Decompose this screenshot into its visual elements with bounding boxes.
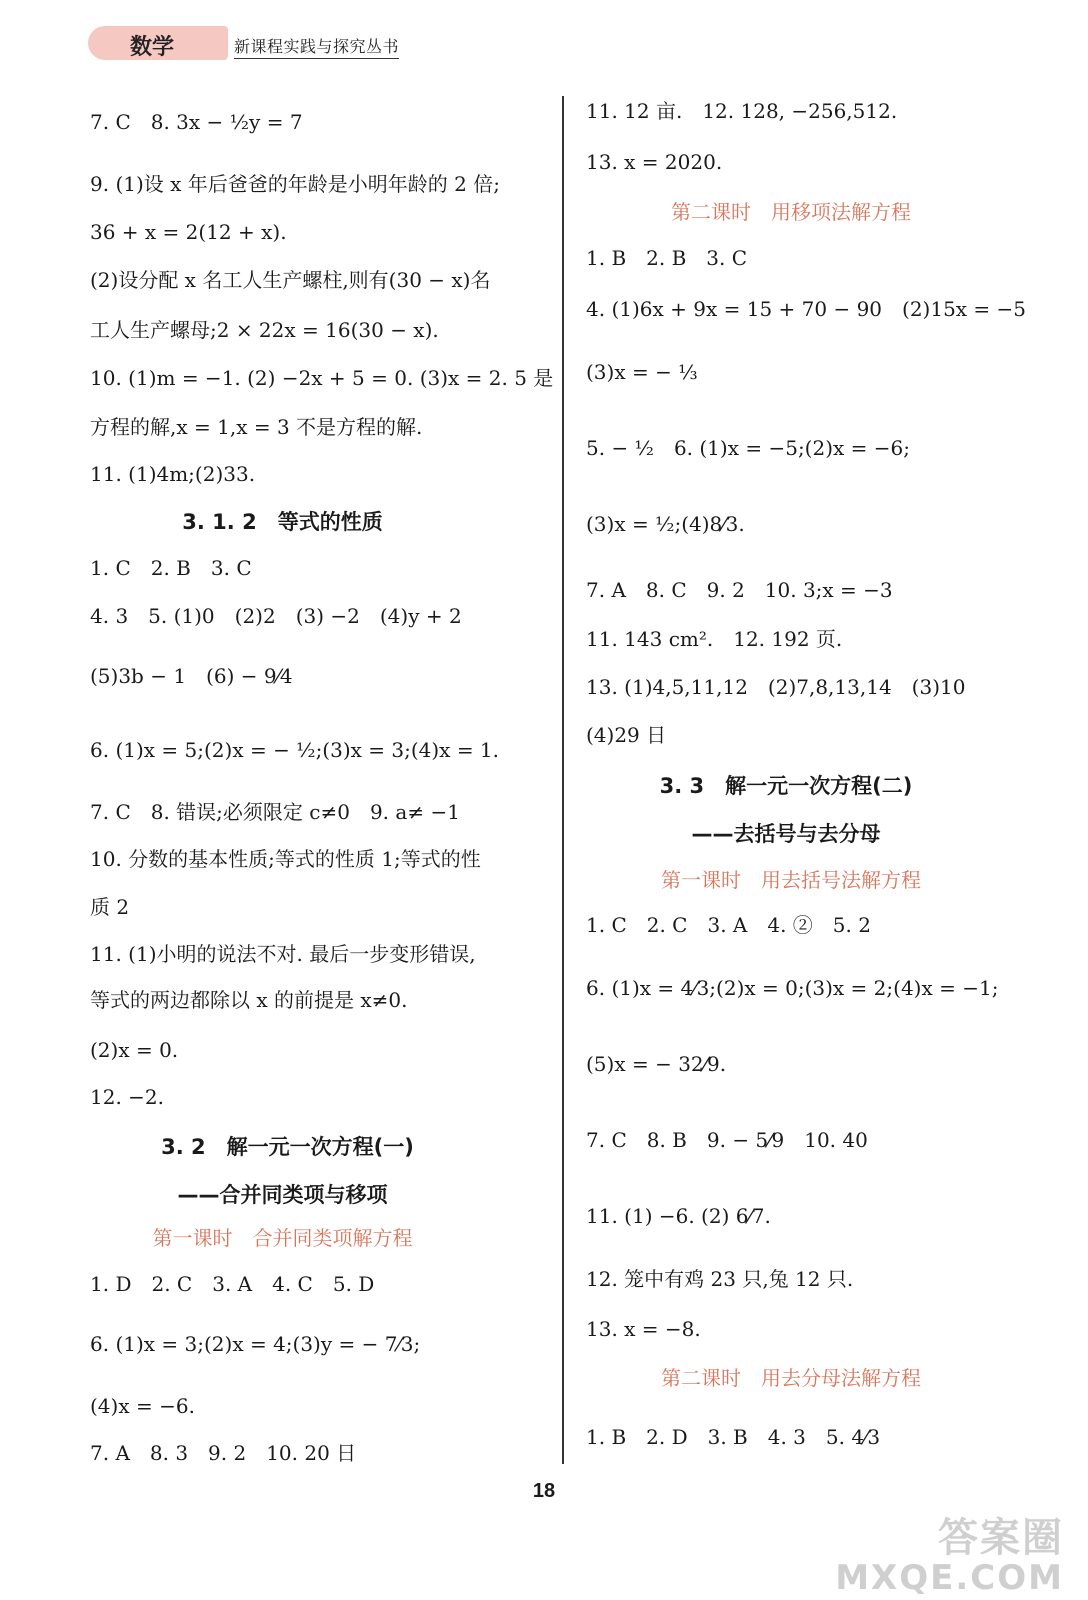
answer-line: 11. 143 cm². 12. 192 页.	[586, 627, 843, 651]
watermark-logo: 答案圈	[938, 1515, 1064, 1561]
answer-line: 方程的解,x = 1,x = 3 不是方程的解.	[90, 415, 423, 439]
answer-line: 6. (1)x = 4⁄3;(2)x = 0;(3)x = 2;(4)x = −1;	[586, 976, 999, 1000]
answer-line: 13. (1)4,5,11,12 (2)7,8,13,14 (3)10	[586, 675, 966, 699]
section-heading: 3. 1. 2 等式的性质	[182, 510, 383, 534]
answer-line: 1. B 2. B 3. C	[586, 246, 748, 270]
answer-line: 4. 3 5. (1)0 (2)2 (3) −2 (4)y + 2	[90, 604, 462, 628]
lesson-heading: 第一课时 用去括号法解方程	[661, 868, 921, 892]
answer-line: 11. 12 亩. 12. 128, −256,512.	[586, 99, 898, 123]
watermark-url: MXQE.COM	[835, 1558, 1064, 1598]
answer-line: (4)29 日	[586, 723, 667, 747]
watermark	[835, 1515, 1064, 1598]
answer-line: 7. C 8. 3x − ½y = 7	[90, 110, 303, 134]
answer-line: (2)设分配 x 名工人生产螺柱,则有(30 − x)名	[90, 268, 491, 292]
section-heading: 3. 2 解一元一次方程(一)	[161, 1135, 414, 1159]
answer-line: 质 2	[90, 895, 130, 919]
answer-line: 1. D 2. C 3. A 4. C 5. D	[90, 1272, 375, 1296]
column-divider	[562, 96, 564, 1464]
answer-line: 12. −2.	[90, 1085, 165, 1109]
answer-line: 13. x = −8.	[586, 1317, 701, 1341]
answer-line: 1. C 2. C 3. A 4. ② 5. 2	[586, 913, 871, 937]
answer-line: (5)x = − 32⁄9.	[586, 1052, 727, 1076]
lesson-heading: 第一课时 合并同类项解方程	[152, 1226, 413, 1250]
answer-line: 4. (1)6x + 9x = 15 + 70 − 90 (2)15x = −5	[586, 297, 1027, 321]
answer-line: 6. (1)x = 5;(2)x = − ½;(3)x = 3;(4)x = 1.	[90, 738, 500, 762]
answer-line: 10. (1)m = −1. (2) −2x + 5 = 0. (3)x = 2. 5 是	[90, 366, 554, 390]
page-number: 18	[532, 1480, 556, 1502]
section-subheading: ——去括号与去分母	[691, 822, 881, 846]
answer-line: 36 + x = 2(12 + x).	[90, 220, 287, 244]
answer-line: (5)3b − 1 (6) − 9⁄4	[90, 664, 293, 688]
lesson-heading: 第二课时 用去分母法解方程	[661, 1366, 921, 1390]
answer-line: (3)x = − ⅓	[586, 360, 698, 384]
header-series: 新课程实践与探究丛书	[234, 34, 399, 59]
answer-line: 7. A 8. 3 9. 2 10. 20 日	[90, 1441, 357, 1465]
section-heading: 3. 3 解一元一次方程(二)	[659, 774, 913, 798]
answer-line: 9. (1)设 x 年后爸爸的年龄是小明年龄的 2 倍;	[90, 172, 500, 196]
answer-line: 10. 分数的基本性质;等式的性质 1;等式的性	[90, 847, 481, 871]
answer-line: 11. (1) −6. (2) 6⁄7.	[586, 1204, 771, 1228]
answer-line: 等式的两边都除以 x 的前提是 x≠0.	[90, 988, 408, 1012]
answer-line: 11. (1)4m;(2)33.	[90, 462, 256, 486]
answer-line: 1. B 2. D 3. B 4. 3 5. 4⁄3	[586, 1425, 881, 1449]
answer-line: 12. 笼中有鸡 23 只,兔 12 只.	[586, 1267, 854, 1291]
answer-line: (2)x = 0.	[90, 1038, 179, 1062]
lesson-heading: 第二课时 用移项法解方程	[671, 200, 911, 224]
answer-line: (3)x = ½;(4)8⁄3.	[586, 512, 745, 536]
header-subject: 数学	[130, 35, 175, 60]
answer-line: 13. x = 2020.	[586, 150, 723, 174]
answer-line: 7. C 8. 错误;必须限定 c≠0 9. a≠ −1	[90, 800, 460, 824]
answer-line: 11. (1)小明的说法不对. 最后一步变形错误,	[90, 942, 476, 966]
answer-line: 工人生产螺母;2 × 22x = 16(30 − x).	[90, 318, 439, 342]
answer-line: 6. (1)x = 3;(2)x = 4;(3)y = − 7⁄3;	[90, 1332, 421, 1356]
answer-line: 7. A 8. C 9. 2 10. 3;x = −3	[586, 578, 893, 602]
answer-line: 7. C 8. B 9. − 5⁄9 10. 40	[586, 1128, 868, 1152]
answer-line: 5. − ½ 6. (1)x = −5;(2)x = −6;	[586, 436, 910, 460]
answer-line: (4)x = −6.	[90, 1394, 195, 1418]
answer-line: 1. C 2. B 3. C	[90, 556, 252, 580]
section-subheading: ——合并同类项与移项	[177, 1183, 388, 1207]
